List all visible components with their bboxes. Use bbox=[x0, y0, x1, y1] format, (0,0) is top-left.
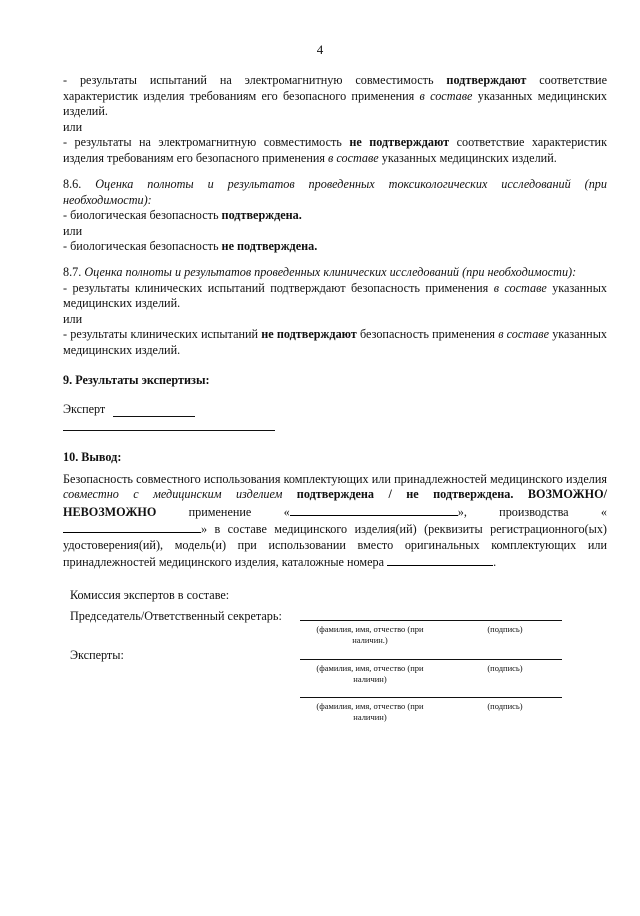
section-10-heading: 10. Вывод: bbox=[63, 450, 122, 464]
clinical-deny-paragraph: - результаты клинических испытаний не подтверждают безопасность применения в составе указанных медицинских изделий. bbox=[63, 327, 607, 357]
name-hint: (фамилия, имя, отчество (при наличин) bbox=[316, 663, 424, 684]
expert-label: Эксперт bbox=[63, 402, 106, 416]
clinical-confirm-paragraph: - результаты клинических испытаний подтверждают безопасность применения в составе указанных медицинских изделий. bbox=[63, 280, 607, 310]
bio-deny-line: - биологическая безопасность не подтверждена. bbox=[63, 239, 318, 253]
signature-hint: (подпись) bbox=[487, 701, 523, 711]
chair-signature-line[interactable] bbox=[300, 620, 562, 621]
section-8-6 bbox=[63, 177, 607, 255]
manufacturer-blank[interactable] bbox=[63, 520, 201, 533]
page-number: 4 bbox=[316, 42, 324, 57]
experts-label: Эксперты: bbox=[70, 648, 124, 662]
chair-label: Председатель/Ответственный секретарь: bbox=[70, 609, 282, 623]
signature-hint: (подпись) bbox=[487, 624, 523, 634]
commission-title: Комиссия экспертов в составе: bbox=[70, 588, 230, 602]
section-8-7 bbox=[63, 265, 607, 358]
expert-2-signature-line[interactable] bbox=[300, 697, 562, 698]
section-8-6-title: 8.6. Оценка полноты и результатов проведенных токсикологических исследований (при необходимости): bbox=[63, 177, 607, 207]
emc-deny-paragraph: - результаты на электромагнитную совместимость не подтверждают соответствие характеристик изделия требованиям его безопасного применения в составе указанных медицинских изделий. bbox=[63, 135, 607, 165]
emc-confirm-paragraph: - результаты испытаний на электромагнитную совместимость подтверждают соответствие характеристик изделия требованиям его безопасного применения в составе указанных медицинских изделий. bbox=[63, 73, 607, 118]
expert-name-line[interactable] bbox=[63, 430, 275, 431]
emc-section bbox=[63, 73, 607, 166]
section-9 bbox=[63, 373, 607, 389]
section-9-heading: 9. Результаты экспертизы: bbox=[63, 373, 210, 387]
bio-confirm-line: - биологическая безопасность подтверждена. bbox=[63, 208, 302, 222]
application-blank[interactable] bbox=[290, 503, 458, 516]
signature-hint: (подпись) bbox=[487, 663, 523, 673]
section-8-7-title: 8.7. Оценка полноты и результатов проведенных клинических исследований (при необходимости): bbox=[63, 265, 577, 279]
or-text: или bbox=[63, 223, 83, 238]
section-10 bbox=[63, 450, 607, 571]
or-text: или bbox=[63, 119, 83, 134]
name-hint: (фамилия, имя, отчество (при наличин.) bbox=[316, 624, 424, 645]
expert-1-signature-line[interactable] bbox=[300, 659, 562, 660]
conclusion-paragraph: Безопасность совместного использования комплектующих или принадлежностей медицинского изделия совместно с медицинским изделием подтверждена / не подтверждена. ВОЗМОЖНО/НЕВОЗМОЖНО применение « », производства «» в составе медицинского изделия(ий) (реквизиты регистрационного(ых) удостоверения(ий), модель(и) при использовании вместо оригинальных комплектующих или принадлежностей медицинского изделия, каталожные номера . bbox=[63, 471, 607, 569]
catalog-numbers-blank[interactable] bbox=[387, 553, 493, 566]
expert-signature-line[interactable] bbox=[113, 416, 195, 417]
name-hint: (фамилия, имя, отчество (при наличин) bbox=[316, 701, 424, 722]
or-text: или bbox=[63, 311, 83, 326]
